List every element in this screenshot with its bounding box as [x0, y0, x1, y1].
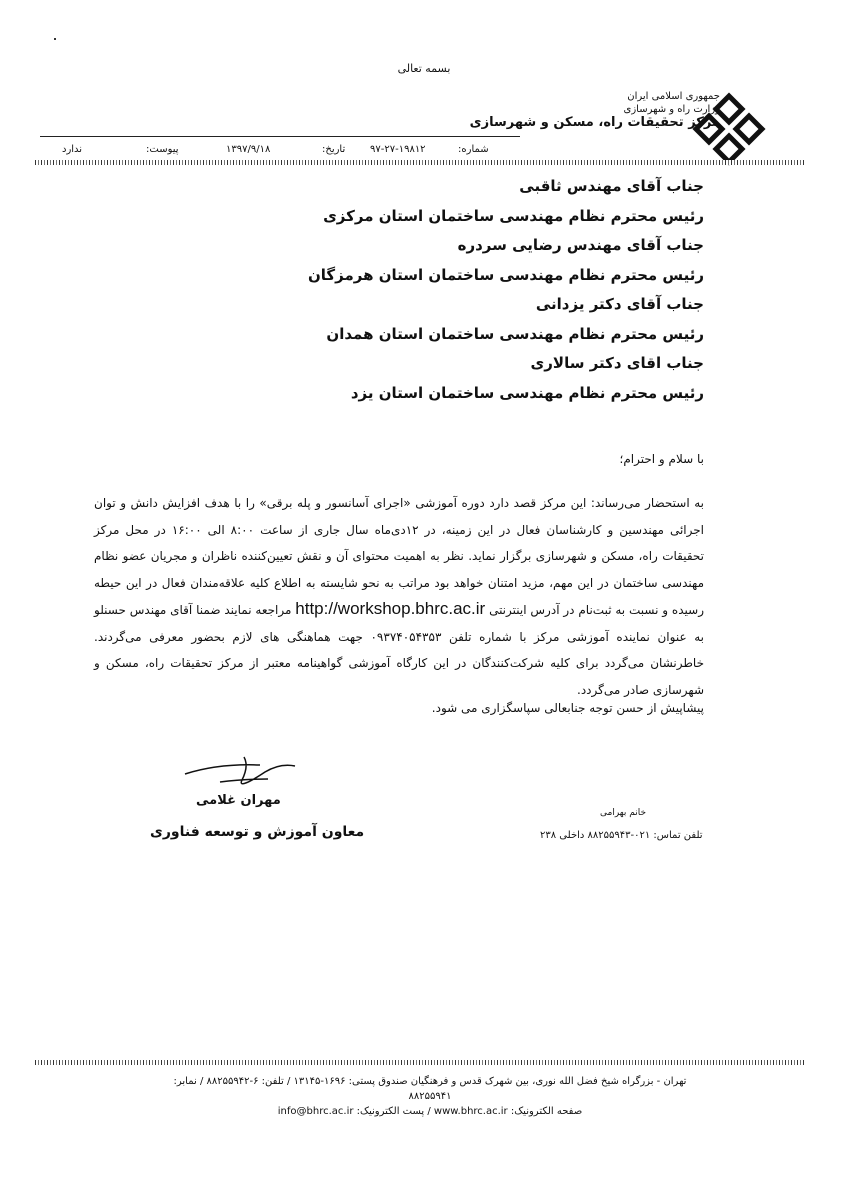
contact-phone: تلفن تماس: ۰۲۱-۸۸۲۵۵۹۴۳ داخلی ۲۳۸ — [540, 830, 703, 841]
org-line-3: مرکز تحقیقات راه، مسکن و شهرسازی — [469, 115, 720, 130]
addressee-line: رئیس محترم نظام مهندسی ساختمان استان مرکزی — [323, 206, 704, 225]
footer-line-1: تهران - بزرگراه شیخ فضل الله نوری، بین شهرک قدس و فرهنگیان صندوق پستی: ۱۶۹۶-۱۳۱۴۵ / تلفن: ۶-۸۸۲۵۵۹۴۲ / نمابر: ۸۸۲۵۵۹۴۱ — [173, 1076, 687, 1102]
registration-url: http://workshop.bhrc.ac.ir — [295, 599, 486, 618]
date-label: تاریخ: — [322, 144, 346, 155]
attachment-label: پیوست: — [146, 144, 179, 155]
addressee-line: رئیس محترم نظام مهندسی ساختمان استان همدان — [326, 324, 704, 343]
bhrc-logo-icon — [692, 92, 766, 166]
header-pattern-band — [35, 160, 805, 165]
footer-pattern-band — [35, 1060, 805, 1065]
addressee-line: جناب اقای دکتر سالاری — [530, 354, 704, 372]
org-line-1: جمهوری اسلامی ایران — [627, 91, 720, 102]
org-line-2: وزارت راه و شهرسازی — [623, 104, 720, 115]
number-value: ۹۷-۲۷-۱۹۸۱۲ — [370, 144, 426, 155]
addressee-line: جناب آقای دکتر یزدانی — [535, 295, 704, 313]
organization-header — [470, 90, 720, 129]
footer-address — [160, 1074, 700, 1119]
header-rule — [40, 136, 520, 137]
addressee-line: جناب آقای مهندس رضایی سردره — [457, 236, 704, 254]
body-part-1: به استحضار می‌رساند: این مرکز قصد دارد دوره آموزشی «اجرای آسانسور و پله برقی» را با هدف افزایش دانش و توان اجرائی مهندسین و کارشناسان فعال در این زمینه، در ۱۲دی‌ماه سال جاری از ساعت ۸:۰۰ الی ۱۶:۰۰ در محل مرکز تحقیقات راه، مسکن و شهرسازی برگزار نماید. نظر به اهمیت محتوای آن و نقش تعیین‌کننده ناظران و مجریان عضو نظام مهندسی ساختمان در این مهم، مزید امتنان خواهد بود مراتب به نحو شایسته به اطلاع کلیه علاقه‌مندان فعال در این حیطه رسیده و نسبت به ثبت‌نام در آدرس اینترنتی — [94, 496, 705, 617]
scan-speck — [54, 38, 56, 40]
greeting: با سلام و احترام؛ — [619, 452, 704, 466]
letter-body — [94, 490, 704, 703]
signer-title: معاون آموزش و توسعه فناوری — [150, 824, 365, 840]
closing-line: پیشاپیش از حسن توجه جنابعالی سپاسگزاری می شود. — [431, 701, 704, 715]
signer-name: مهران غلامی — [196, 793, 281, 808]
bismillah: بسمه تعالی — [397, 62, 451, 75]
addressee-line: جناب آقای مهندس ثاقبی — [519, 177, 704, 195]
addressee-line: رئیس محترم نظام مهندسی ساختمان استان یزد — [350, 383, 704, 402]
date-value: ۱۳۹۷/۹/۱۸ — [226, 144, 271, 155]
number-label: شماره: — [458, 144, 489, 155]
footer-line-2: صفحه الکترونیک: www.bhrc.ac.ir / پست الکترونیک: info@bhrc.ac.ir — [277, 1106, 583, 1117]
addressees-block — [144, 172, 704, 408]
letter-meta — [40, 144, 495, 158]
attachment-value: ندارد — [62, 144, 83, 155]
addressee-line: رئیس محترم نظام مهندسی ساختمان استان هرمزگان — [307, 265, 704, 284]
body-part-2: مراجعه نمایند ضمنا آقای مهندس حسنلو به عنوان نماینده آموزشی مرکز با شماره تلفن ۰۹۳۷۴۰۵۴۳۵۳ جهت هماهنگی های لازم بحضور معرفی می‌گردند. خاطرنشان می‌گردد برای کلیه شرکت‌کنندگان در این کارگاه آموزشی گواهینامه معتبر از مرکز تحقیقات راه، مسکن و شهرسازی صادر می‌گردد. — [94, 603, 704, 697]
contact-name: خانم بهرامی — [600, 808, 647, 818]
